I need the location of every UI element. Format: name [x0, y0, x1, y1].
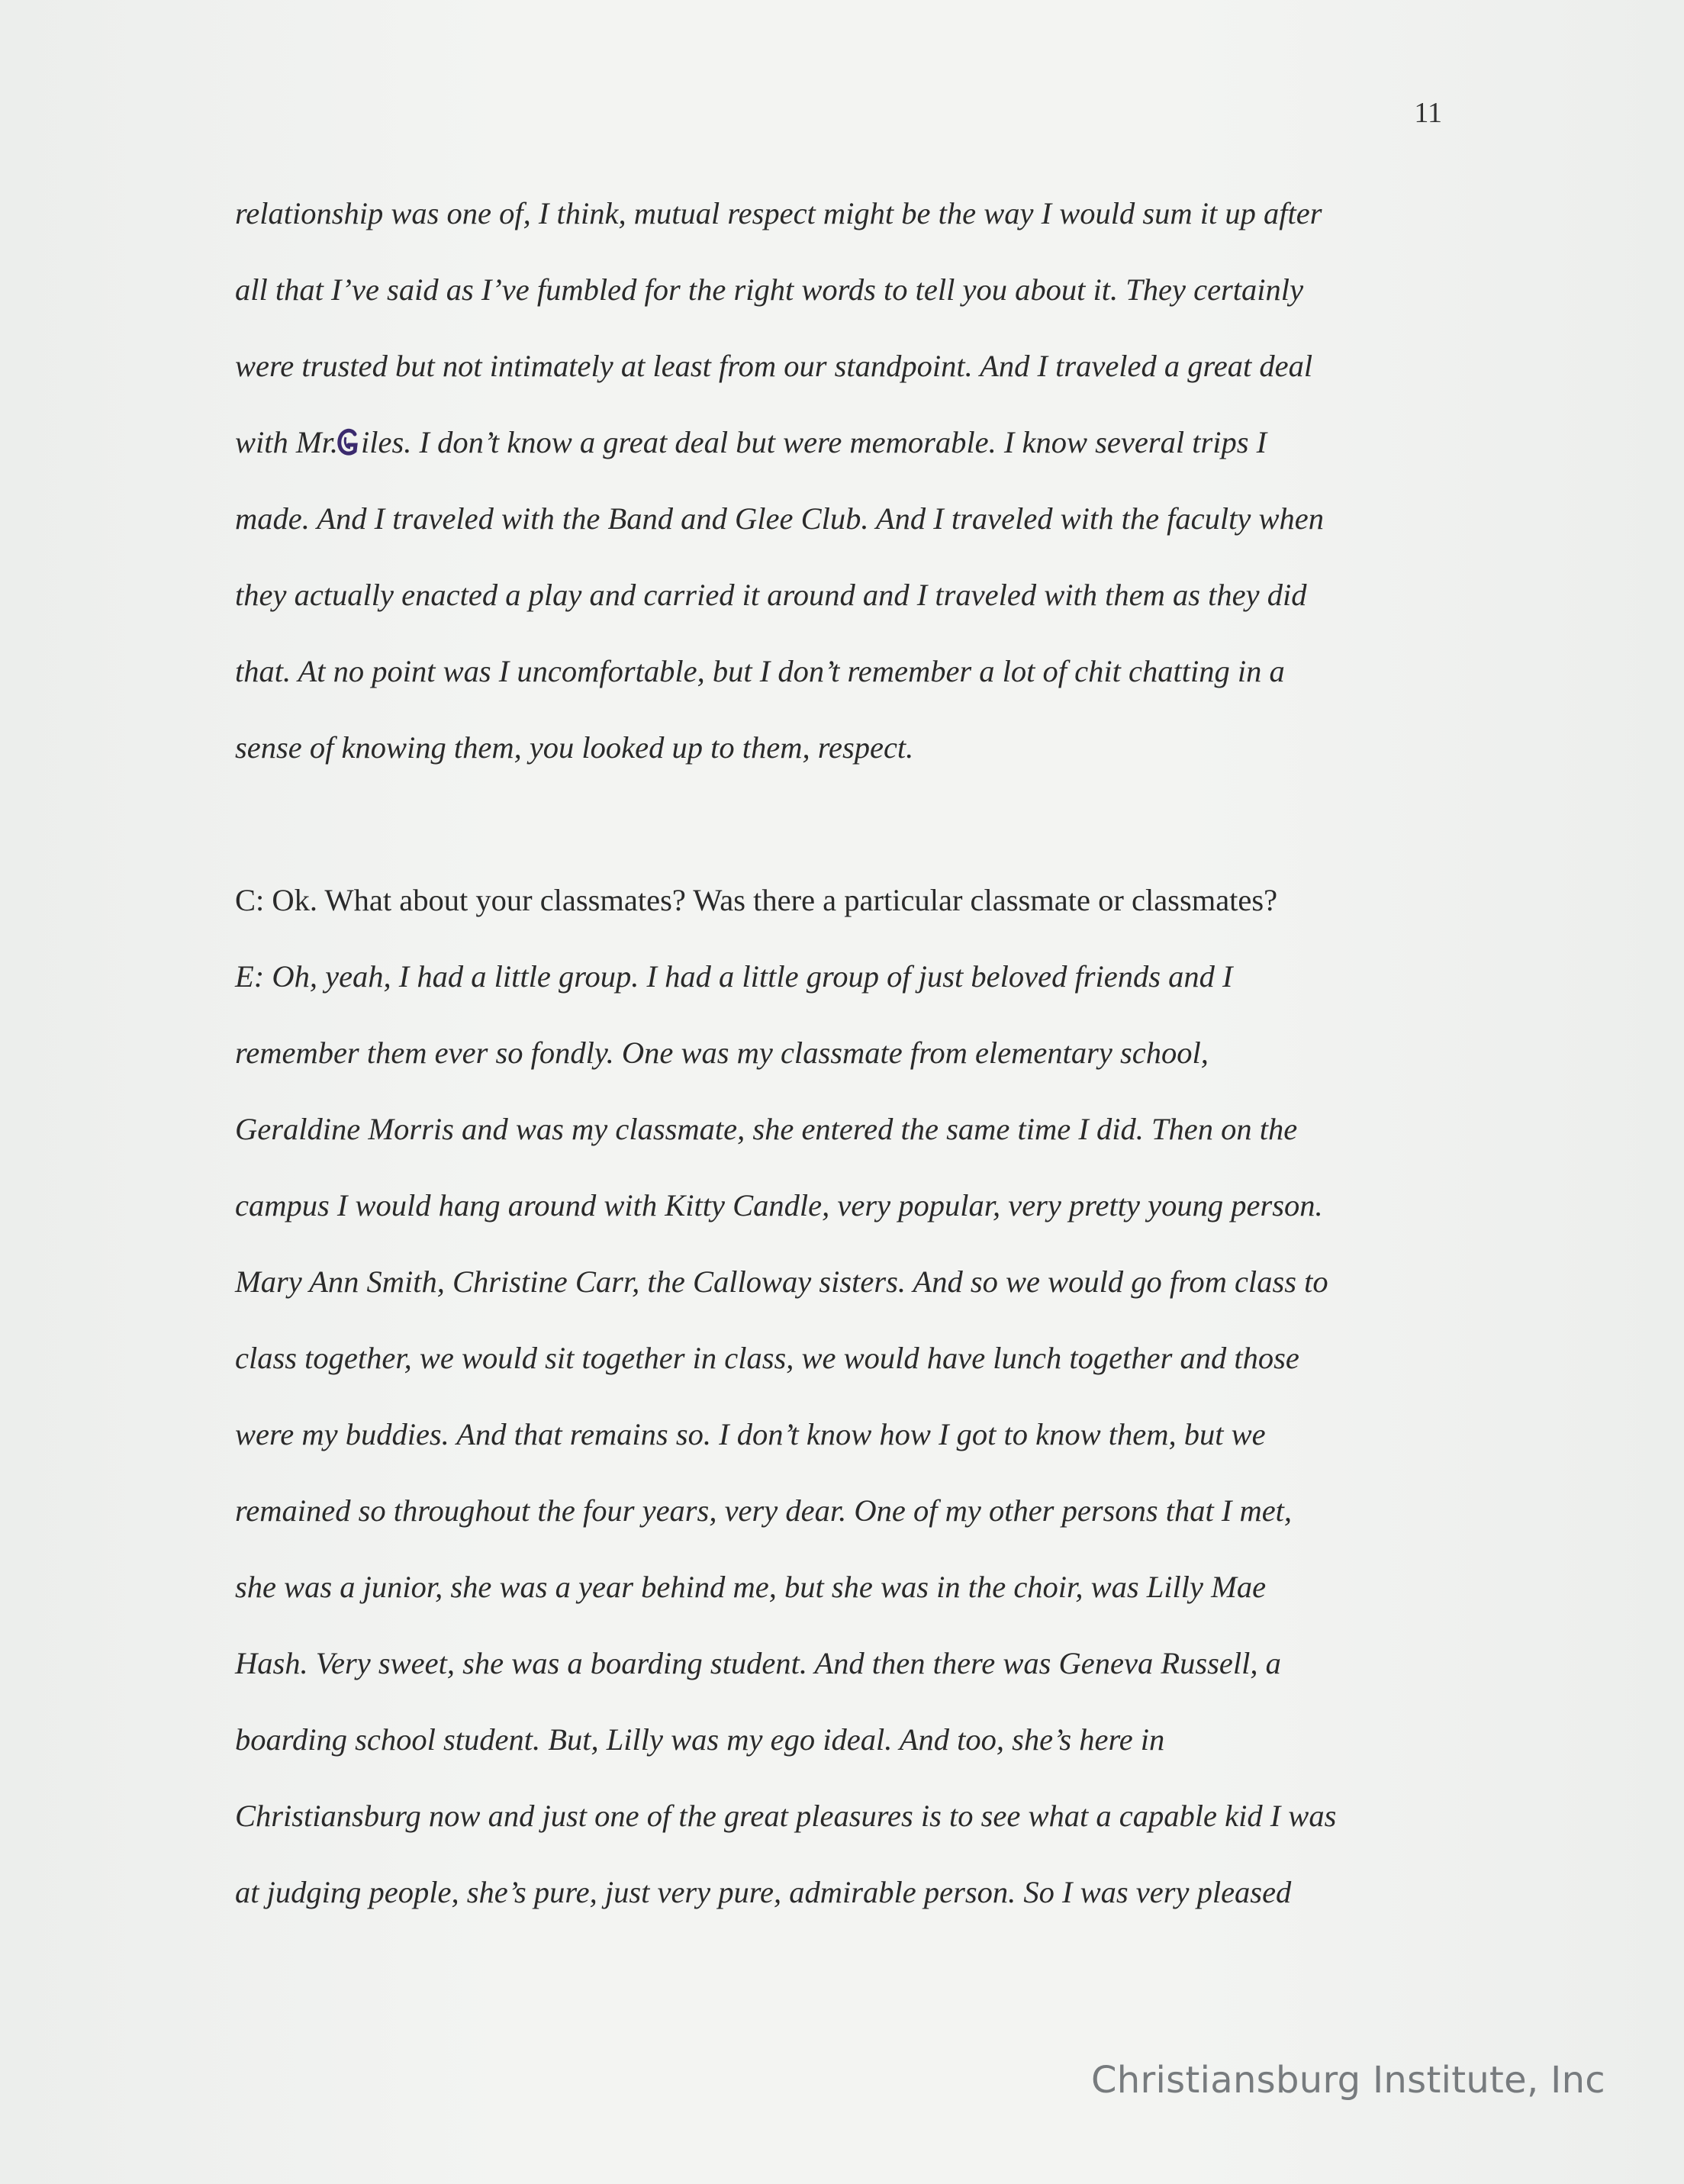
text-fragment: with Mr. — [235, 425, 339, 459]
text-fragment: iles. I don’t know a great deal but were memorable. I know several trips I — [361, 425, 1267, 459]
page-number: 11 — [1414, 97, 1442, 129]
text-line: were my buddies. And that remains so. I don’t know how I got to know them, but we — [235, 1417, 1266, 1451]
text-line: relationship was one of, I think, mutual respect might be the way I would sum it up after — [235, 196, 1322, 230]
watermark: Christiansburg Institute, Inc — [1090, 2059, 1605, 2102]
text-line: Hash. Very sweet, she was a boarding student. And then there was Geneva Russell, a — [235, 1646, 1281, 1680]
text-line-with-correction — [235, 424, 1267, 461]
text-line: that. At no point was I uncomfortable, but I don’t remember a lot of chit chatting in a — [235, 654, 1285, 688]
text-line: at judging people, she’s pure, just very pure, admirable person. So I was very pleased — [235, 1875, 1292, 1909]
question-line: C: Ok. What about your classmates? Was there a particular classmate or classmates? — [235, 883, 1278, 917]
text-line: all that I’ve said as I’ve fumbled for the right words to tell you about it. They certainly — [235, 272, 1304, 307]
text-line: E: Oh, yeah, I had a little group. I had a little group of just beloved friends and I — [235, 959, 1233, 994]
text-line: Christiansburg now and just one of the great pleasures is to see what a capable kid I was — [235, 1799, 1337, 1833]
text-line: remained so throughout the four years, very dear. One of my other persons that I met, — [235, 1493, 1293, 1528]
text-line: Mary Ann Smith, Christine Carr, the Calloway sisters. And so we would go from class to — [235, 1264, 1328, 1299]
text-line: remember them ever so fondly. One was my classmate from elementary school, — [235, 1036, 1209, 1070]
text-line: made. And I traveled with the Band and Glee Club. And I traveled with the faculty when — [235, 501, 1324, 536]
handwritten-g-correction-icon — [338, 427, 361, 457]
text-line: class together, we would sit together in class, we would have lunch together and those — [235, 1341, 1299, 1375]
text-line: boarding school student. But, Lilly was my ego ideal. And too, she’s here in — [235, 1722, 1165, 1757]
text-line: she was a junior, she was a year behind me, but she was in the choir, was Lilly Mae — [235, 1570, 1267, 1604]
text-line: sense of knowing them, you looked up to them, respect. — [235, 730, 914, 765]
text-line: were trusted but not intimately at least from our standpoint. And I traveled a great deal — [235, 349, 1313, 383]
text-line: they actually enacted a play and carried it around and I traveled with them as they did — [235, 578, 1307, 612]
text-line: Geraldine Morris and was my classmate, she entered the same time I did. Then on the — [235, 1112, 1298, 1146]
text-line: campus I would hang around with Kitty Candle, very popular, very pretty young person. — [235, 1188, 1323, 1222]
